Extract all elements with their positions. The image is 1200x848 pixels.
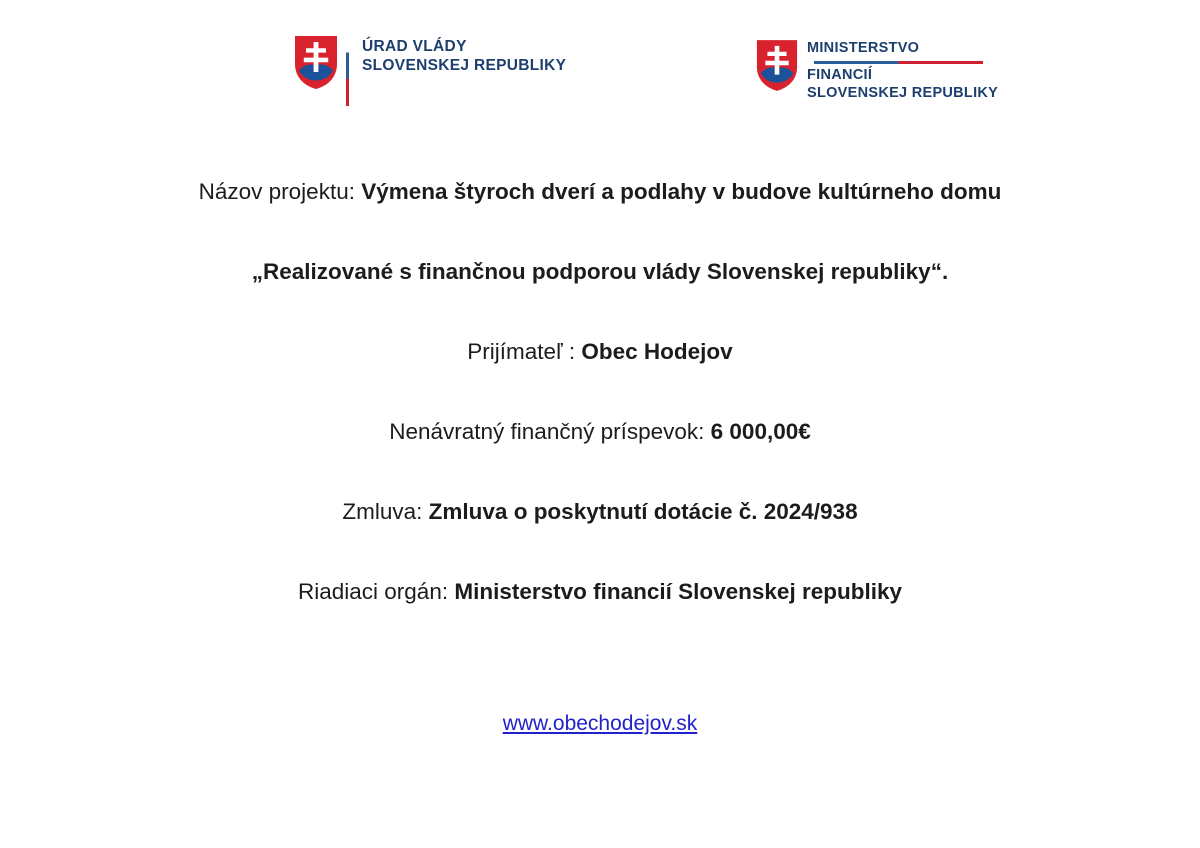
beneficiary-value: Obec Hodejov [581, 339, 733, 364]
logo-urad-vlady-line-1: ÚRAD VLÁDY [362, 38, 467, 55]
tricolour-rule [807, 61, 983, 64]
logo-ministerstvo-financii-wordmark [807, 38, 998, 103]
beneficiary-line [0, 338, 1200, 418]
slovak-coat-of-arms-icon [293, 34, 339, 90]
website-link[interactable]: www.obechodejov.sk [502, 712, 698, 735]
logo-ministerstvo-financii-line-2: FINANCIÍ [807, 67, 873, 84]
slovak-coat-of-arms-icon [755, 38, 799, 92]
tricolour-divider [346, 34, 349, 106]
project-name-line [0, 178, 1200, 258]
managing-authority-label: Riadiaci orgán: [298, 579, 455, 604]
project-name-label: Názov projektu: [198, 179, 362, 204]
contract-line [0, 498, 1200, 578]
logo-urad-vlady [293, 34, 566, 106]
funding-statement-value: „Realizované s finančnou podporou vlády Slovenskej republiky“. [251, 259, 949, 284]
managing-authority-line [0, 578, 1200, 658]
footer-link-row [0, 712, 1200, 736]
managing-authority-value: Ministerstvo financií Slovenskej republiky [454, 579, 902, 604]
contract-label: Zmluva: [342, 499, 429, 524]
logo-urad-vlady-wordmark [362, 34, 566, 76]
logo-header-band [0, 0, 1200, 130]
logo-ministerstvo-financii-line-3: SLOVENSKEJ REPUBLIKY [807, 84, 999, 101]
logo-ministerstvo-financii-line-1: MINISTERSTVO [807, 40, 920, 56]
grant-amount-value: 6 000,00€ [710, 419, 811, 444]
grant-amount-line [0, 418, 1200, 498]
logo-ministerstvo-financii [755, 38, 998, 103]
contract-value: Zmluva o poskytnutí dotácie č. 2024/938 [428, 499, 858, 524]
document-body [0, 178, 1200, 658]
logo-urad-vlady-line-2: SLOVENSKEJ REPUBLIKY [362, 56, 567, 74]
funding-statement-line [0, 258, 1200, 338]
beneficiary-label: Prijímateľ : [467, 339, 582, 364]
project-name-value: Výmena štyroch dverí a podlahy v budove kultúrneho domu [361, 179, 1002, 204]
grant-amount-label: Nenávratný finančný príspevok: [389, 419, 711, 444]
